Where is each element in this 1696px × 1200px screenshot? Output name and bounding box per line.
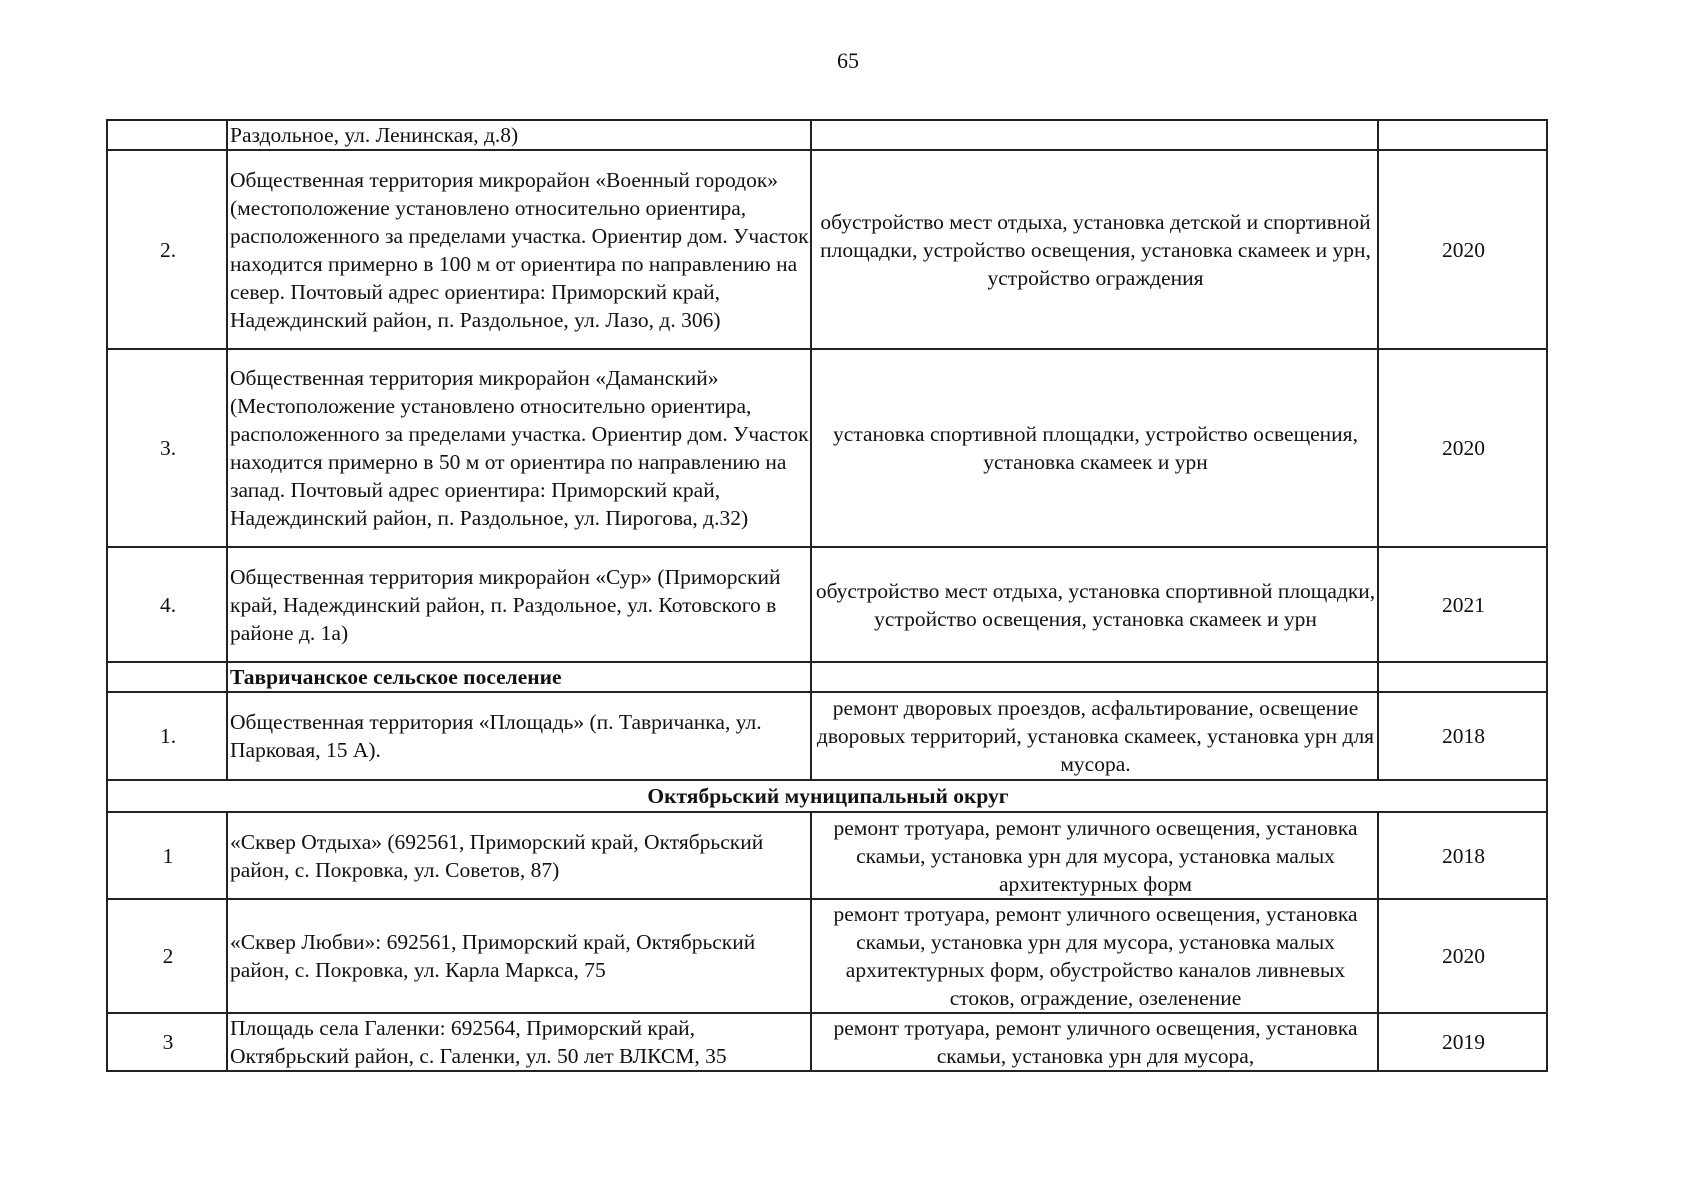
empty-cell (811, 662, 1378, 692)
year-cell: 2020 (1378, 349, 1547, 547)
table-row (107, 349, 1547, 547)
object-description: Раздольное, ул. Ленинская, д.8) (227, 120, 811, 150)
works-description: ремонт дворовых проездов, асфальтирование, освещение дворовых территорий, установка скамеек, установка урн для мусора. (811, 692, 1378, 780)
row-number: 2 (107, 899, 227, 1013)
table-row (107, 547, 1547, 662)
works-description: установка спортивной площадки, устройство освещения, установка скамеек и урн (811, 349, 1378, 547)
year-cell: 2018 (1378, 692, 1547, 780)
empty-cell (1378, 662, 1547, 692)
settlement-heading: Тавричанское сельское поселение (227, 662, 811, 692)
works-description: ремонт тротуара, ремонт уличного освещения, установка скамьи, установка урн для мусора, установка малых архитектурных форм, обустройство каналов ливневых стоков, ограждение, озеленение (811, 899, 1378, 1013)
works-description: обустройство мест отдыха, установка спортивной площадки, устройство освещения, установка скамеек и урн (811, 547, 1378, 662)
row-number: 4. (107, 547, 227, 662)
empty-cell (107, 662, 227, 692)
works-description: обустройство мест отдыха, установка детской и спортивной площадки, устройство освещения, установка скамеек и урн, устройство ограждения (811, 150, 1378, 349)
object-description: Общественная территория микрорайон «Сур» (Приморский край, Надеждинский район, п. Раздольное, ул. Котовского в районе д. 1а) (227, 547, 811, 662)
row-number: 2. (107, 150, 227, 349)
row-number: 3. (107, 349, 227, 547)
row-number: 1. (107, 692, 227, 780)
year-cell: 2020 (1378, 150, 1547, 349)
object-description: Площадь села Галенки: 692564, Приморский край, Октябрьский район, с. Галенки, ул. 50 лет ВЛКСМ, 35 (227, 1013, 811, 1071)
table-row (107, 812, 1547, 899)
row-number (107, 120, 227, 150)
year-cell: 2019 (1378, 1013, 1547, 1071)
works-description (811, 120, 1378, 150)
district-header-row (107, 780, 1547, 812)
table-row (107, 120, 1547, 150)
works-description: ремонт тротуара, ремонт уличного освещения, установка скамьи, установка урн для мусора, установка малых архитектурных форм (811, 812, 1378, 899)
table-row (107, 899, 1547, 1013)
object-description: «Сквер Любви»: 692561, Приморский край, Октябрьский район, с. Покровка, ул. Карла Маркса, 75 (227, 899, 811, 1013)
table-row (107, 692, 1547, 780)
object-description: Общественная территория микрорайон «Военный городок» (местоположение установлено относительно ориентира, расположенного за пределами участка. Ориентир дом. Участок находится примерно в 100 м от ориентира по направлению на север. Почтовый адрес ориентира: Приморский край, Надеждинский район, п. Раздольное, ул. Лазо, д. 306) (227, 150, 811, 349)
object-description: «Сквер Отдыха» (692561, Приморский край, Октябрьский район, с. Покровка, ул. Советов, 87) (227, 812, 811, 899)
row-number: 3 (107, 1013, 227, 1071)
year-cell: 2020 (1378, 899, 1547, 1013)
row-number: 1 (107, 812, 227, 899)
table-row (107, 1013, 1547, 1071)
year-cell: 2021 (1378, 547, 1547, 662)
object-description: Общественная территория «Площадь» (п. Тавричанка, ул. Парковая, 15 А). (227, 692, 811, 780)
section-header-row (107, 662, 1547, 692)
year-cell (1378, 120, 1547, 150)
table-row (107, 150, 1547, 349)
year-cell: 2018 (1378, 812, 1547, 899)
works-description: ремонт тротуара, ремонт уличного освещения, установка скамьи, установка урн для мусора, (811, 1013, 1378, 1071)
object-description: Общественная территория микрорайон «Даманский» (Местоположение установлено относительно ориентира, расположенного за пределами участка. Ориентир дом. Участок находится примерно в 50 м от ориентира по направлению на запад. Почтовый адрес ориентира: Приморский край, Надеждинский район, п. Раздольное, ул. Пирогова, д.32) (227, 349, 811, 547)
page-number: 65 (837, 48, 859, 73)
district-heading: Октябрьский муниципальный округ (107, 780, 1547, 812)
improvement-table (106, 119, 1548, 1072)
